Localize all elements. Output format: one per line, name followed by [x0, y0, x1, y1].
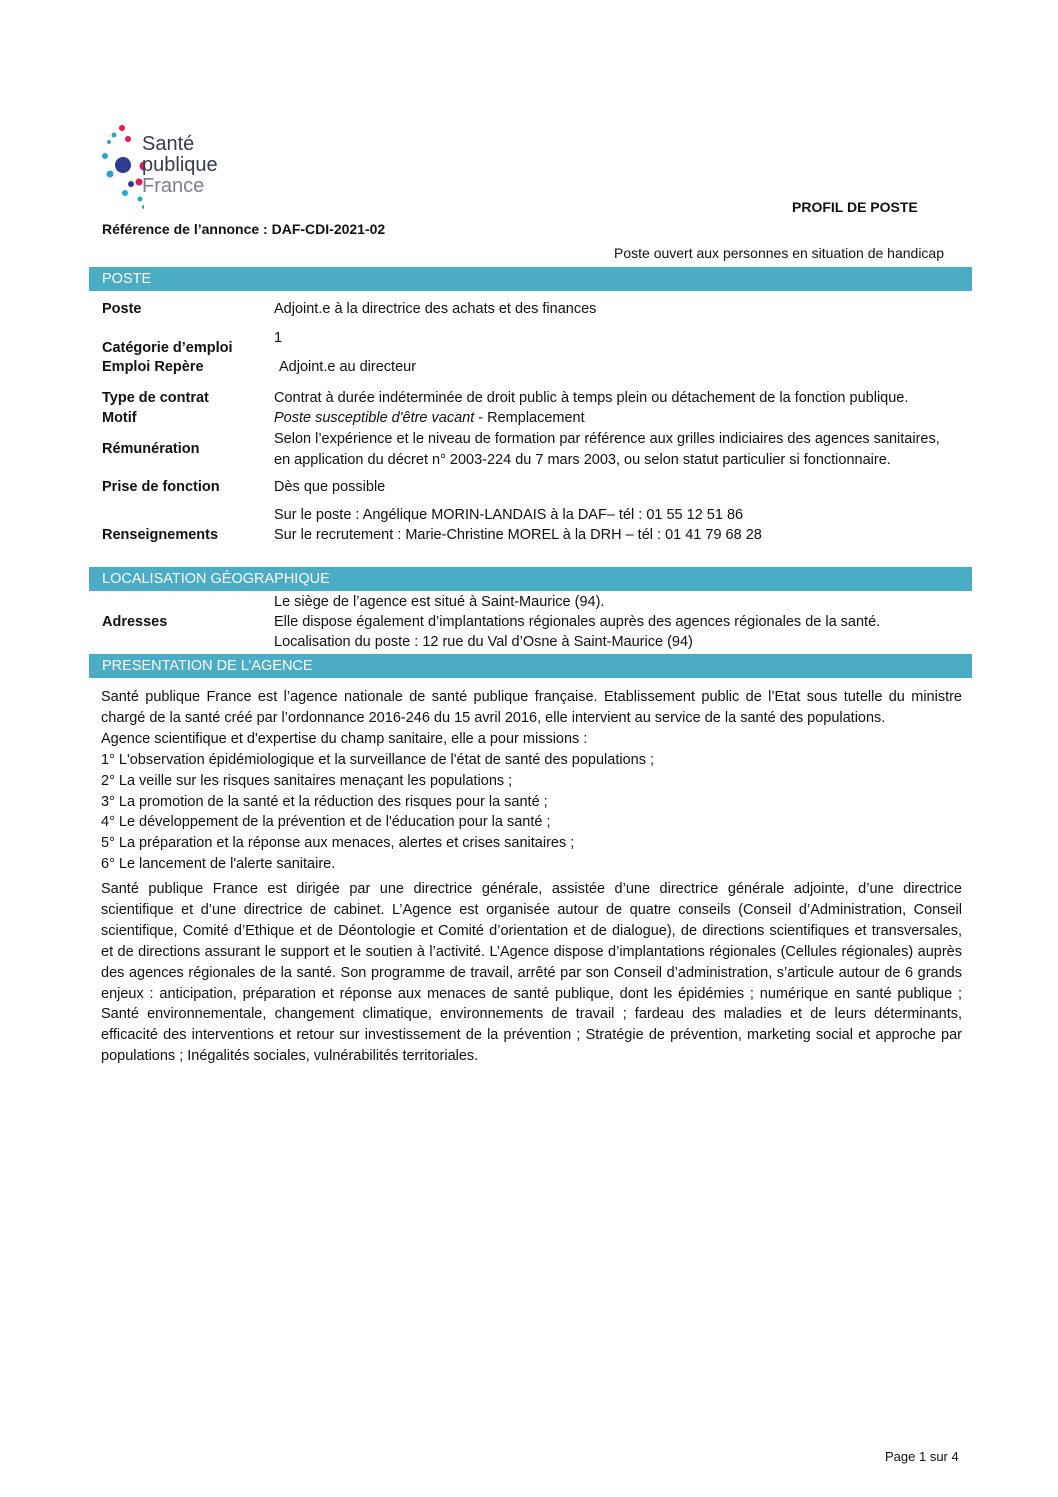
sante-publique-france-logo	[100, 124, 270, 214]
intro-line-1: Santé publique France est l’agence nationale de santé publique française. Etablissement public de l’Etat sous tutelle du ministre	[101, 689, 962, 705]
label-renseignements: Renseignements	[102, 527, 219, 543]
p2-line: scientifique et d’une directrice de cabinet. L’Agence est organisée autour de quatre conseils (Conseil d’Administration, Conseil	[101, 901, 962, 918]
label-poste: Poste	[102, 301, 142, 317]
value-emploi-repere: Adjoint.e au directeur	[279, 359, 417, 375]
label-type-contrat: Type de contrat	[102, 390, 209, 406]
p2-line: enjeux : anticipation, préparation et réponse aux menaces de santé publique, dont les épidémies ; numérique en santé publique ;	[101, 985, 962, 1002]
section-header-localisation: LOCALISATION GÉOGRAPHIQUE	[89, 567, 972, 591]
label-emploi-repere: Emploi Repère	[102, 359, 204, 375]
label-motif: Motif	[102, 410, 137, 426]
localisation-line-2: Elle dispose également d’implantations régionales auprès des agences régionales de la santé.	[274, 614, 881, 630]
mission-item: 1° L'observation épidémiologique et la surveillance de l'état de santé des populations ;	[101, 751, 655, 768]
label-categorie: Catégorie d’emploi	[102, 340, 233, 356]
p2-line: Santé publique France est dirigée par une directrice générale, assistée d’une directrice générale adjointe, d’une directrice	[101, 881, 962, 897]
mission-item: 6° Le lancement de l'alerte sanitaire.	[101, 856, 336, 873]
motif-italic: Poste susceptible d'être vacant	[274, 410, 475, 426]
logo-line-1: Santé	[142, 133, 195, 155]
section-header-presentation: PRESENTATION DE L’AGENCE	[89, 654, 972, 678]
p2-line: efficacité des interventions et retour sur investissement de la prévention ; Stratégie de prévention, marketing social et approche par	[101, 1027, 962, 1044]
handicap-notice: Poste ouvert aux personnes en situation de handicap	[614, 245, 945, 261]
value-prise-fonction: Dès que possible	[274, 479, 386, 495]
value-type-contrat: Contrat à durée indéterminée de droit public à temps plein ou détachement de la fonction publique.	[274, 390, 909, 406]
reference-annonce: Référence de l’annonce : DAF-CDI-2021-02	[102, 221, 386, 237]
page-number: Page 1 sur 4	[885, 1449, 959, 1464]
value-motif	[274, 410, 585, 426]
localisation-line-3: Localisation du poste : 12 rue du Val d’Osne à Saint-Maurice (94)	[274, 634, 693, 650]
p2-line: scientifique, Comité d’Ethique et de Déontologie et Comité d’orientation et de dialogue), de directions scientifiques et transversales,	[101, 922, 962, 939]
p2-line: des agences régionales de la santé. Son programme de travail, arrêté par son Conseil d’administration, s’articule autour de 6 grands	[101, 964, 962, 981]
value-renseignements-line-1: Sur le poste : Angélique MORIN-LANDAIS à la DAF– tél : 01 55 12 51 86	[274, 507, 744, 523]
label-prise-fonction: Prise de fonction	[102, 479, 220, 495]
value-remuneration-line-1: Selon l’expérience et le niveau de formation par référence aux grilles indiciaires des agences sanitaires,	[274, 431, 940, 447]
label-adresses: Adresses	[102, 614, 168, 630]
logo-line-2: publique	[142, 154, 218, 176]
value-renseignements-line-2: Sur le recrutement : Marie-Christine MOREL à la DRH – tél : 01 41 79 68 28	[274, 527, 762, 543]
value-poste: Adjoint.e à la directrice des achats et des finances	[274, 301, 597, 317]
logo-dots-icon	[100, 124, 144, 214]
presentation-intro	[101, 687, 962, 875]
p2-line: populations ; Inégalités sociales, vulnérabilités territoriales.	[101, 1048, 479, 1065]
document-title: PROFIL DE POSTE	[792, 199, 918, 215]
value-categorie: 1	[274, 330, 283, 346]
p2-line: et de directions assurant le support et le soutien à l’activité. L’Agence dispose d’implantations régionales (Cellules régionales) auprès	[101, 943, 962, 960]
intro-line-3: Agence scientifique et d'expertise du champ sanitaire, elle a pour missions :	[101, 730, 588, 747]
mission-item: 3° La promotion de la santé et la réduction des risques pour la santé ;	[101, 793, 548, 810]
p2-line: Santé environnementale, changement climatique, environnements de travail ; fardeau des maladies et de leurs déterminants,	[101, 1006, 962, 1023]
logo-line-3: France	[142, 175, 205, 197]
motif-rest: - Remplacement	[474, 410, 585, 426]
intro-line-2: chargé de la santé créé par l’ordonnance 2016-246 du 15 avril 2016, elle intervient au service de la santé des populations.	[101, 709, 886, 726]
localisation-line-1: Le siège de l’agence est situé à Saint-Maurice (94).	[274, 594, 605, 610]
value-remuneration-line-2: en application du décret n° 2003-224 du 7 mars 2003, ou selon statut particulier si fonctionnaire.	[274, 452, 891, 468]
mission-item: 5° La préparation et la réponse aux menaces, alertes et crises sanitaires ;	[101, 835, 575, 852]
logo-wordmark	[142, 134, 218, 197]
section-header-poste: POSTE	[89, 267, 972, 291]
presentation-paragraph-2	[101, 879, 962, 1067]
mission-item: 4° Le développement de la prévention et de l'éducation pour la santé ;	[101, 814, 551, 831]
label-remuneration: Rémunération	[102, 441, 200, 457]
mission-item: 2° La veille sur les risques sanitaires menaçant les populations ;	[101, 772, 513, 789]
